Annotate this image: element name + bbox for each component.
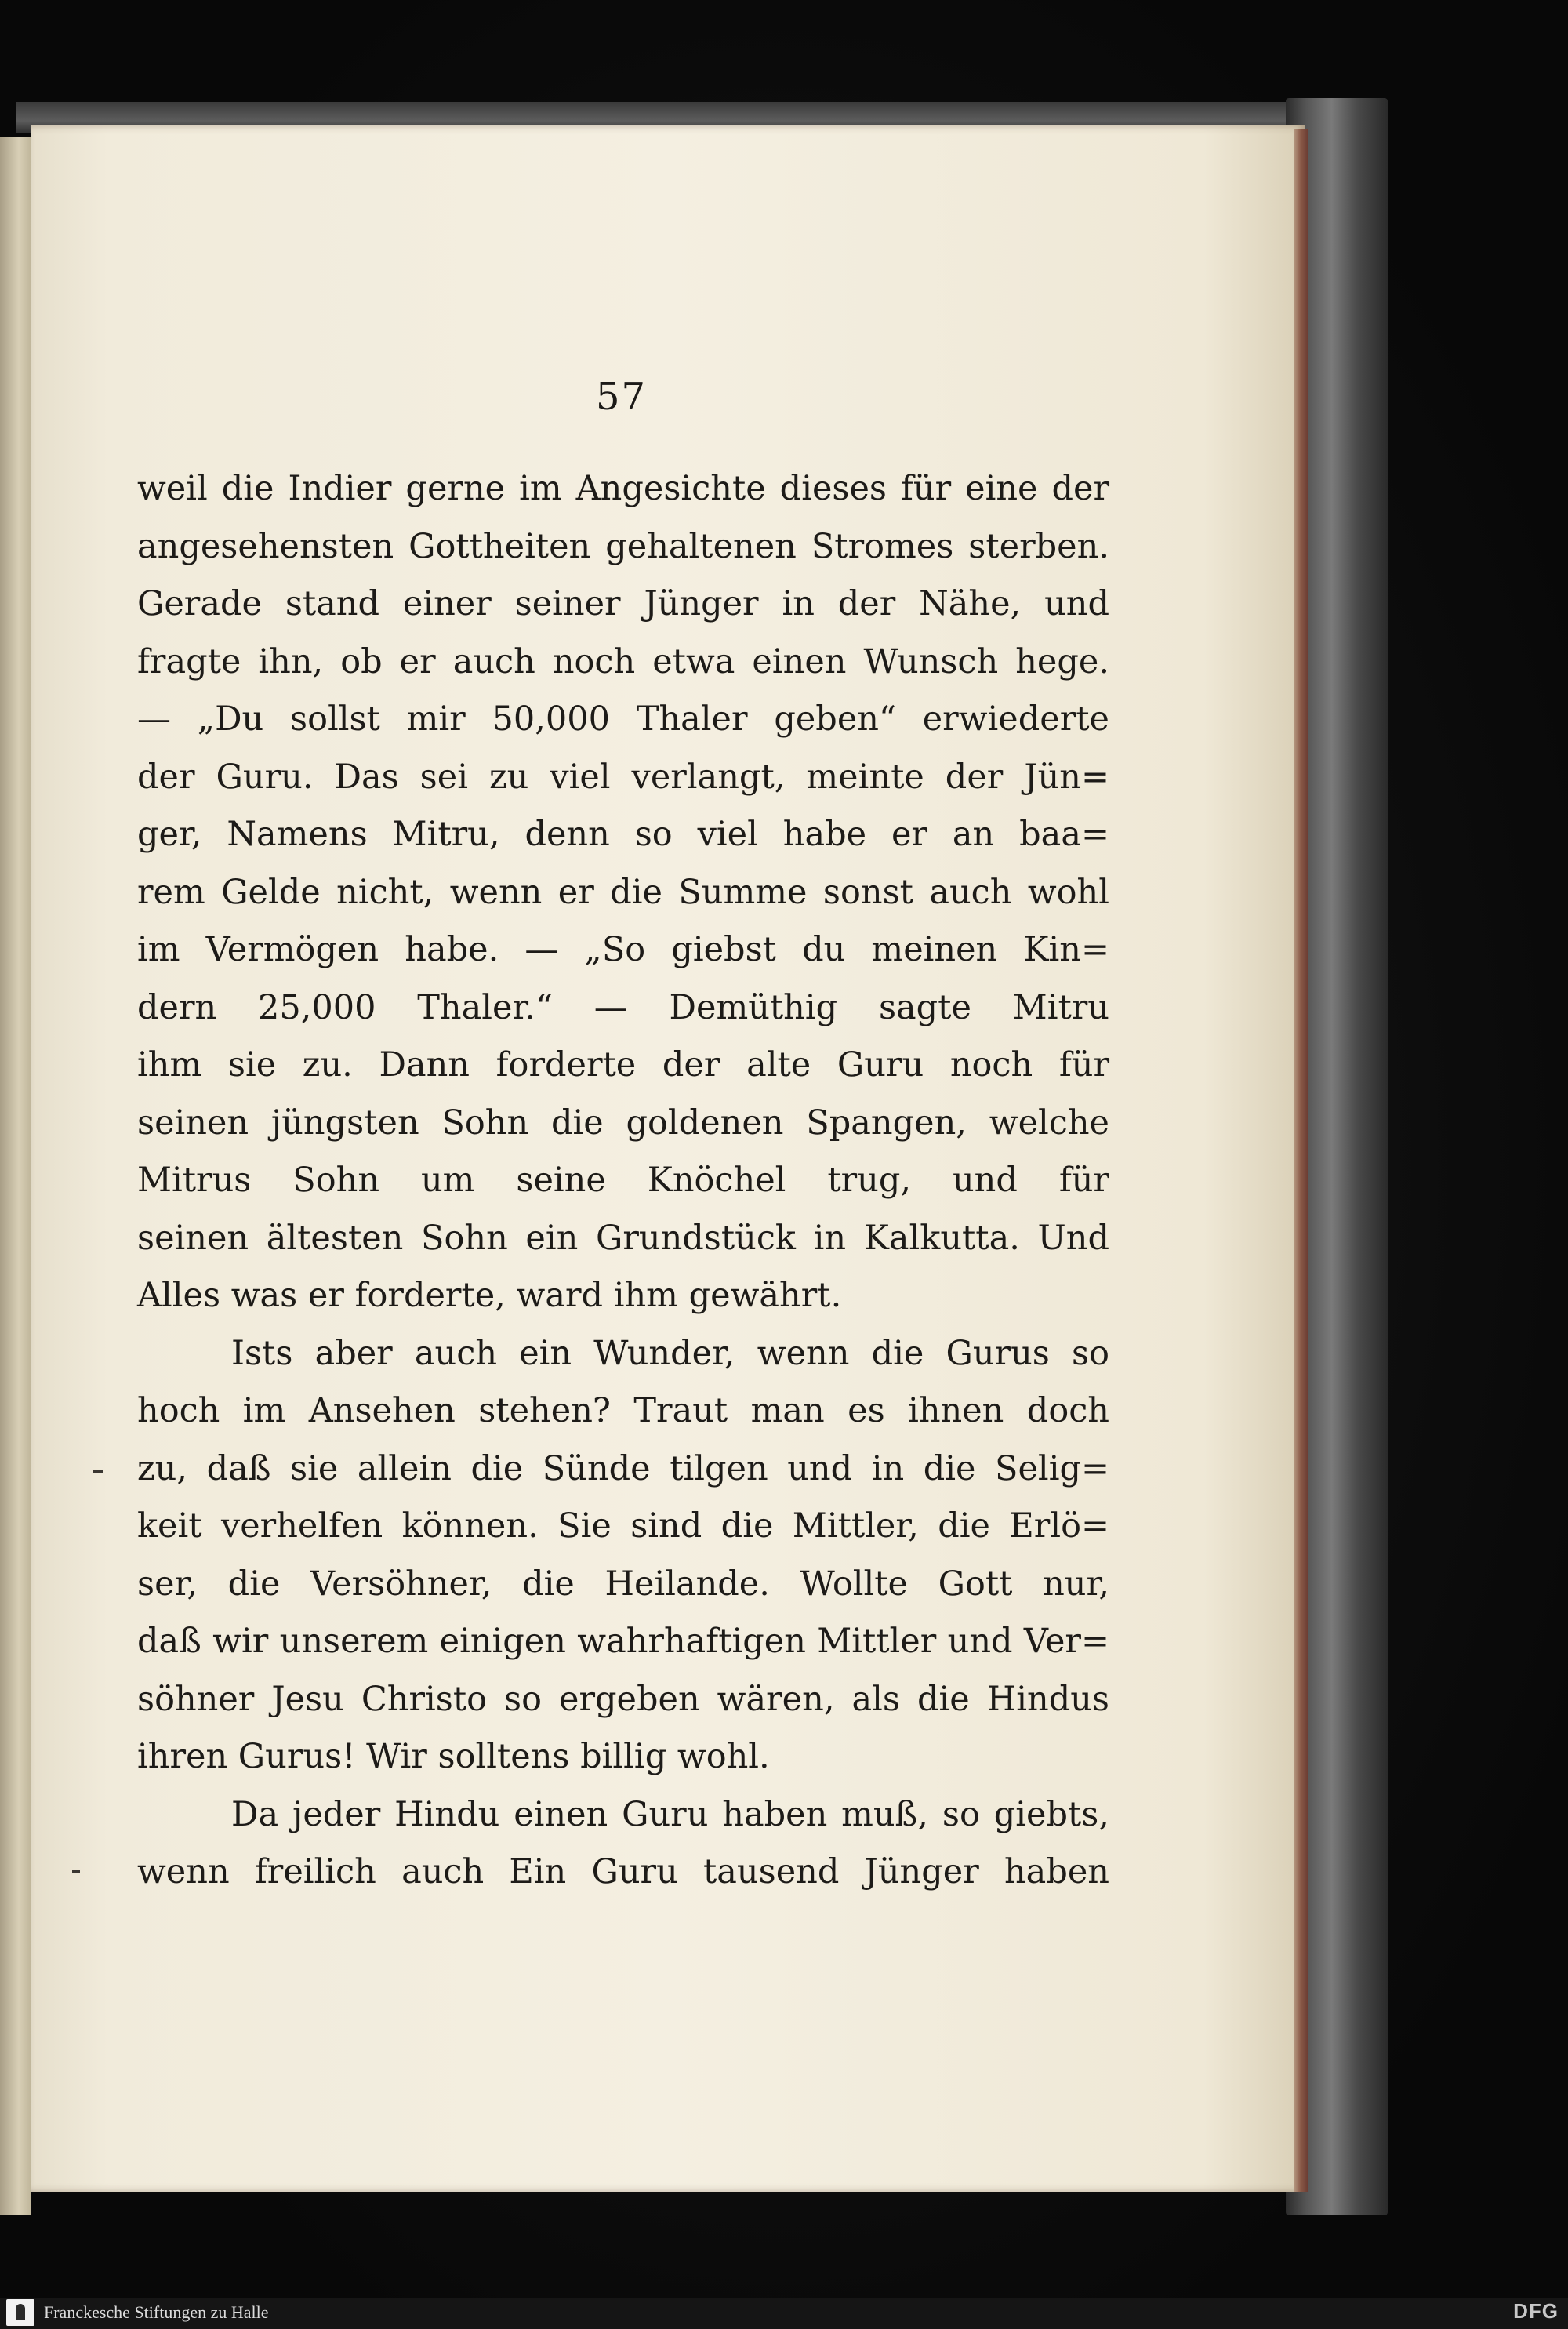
text-line: ihm sie zu. Dann forderte der alte Guru noch für	[137, 1045, 1109, 1085]
institution-logo	[6, 2299, 34, 2326]
text-line: Da jeder Hindu einen Guru haben muß, so giebts,	[231, 1794, 1109, 1834]
text-line: daß wir unserem einigen wahrhaftigen Mittler und Ver=	[137, 1622, 1109, 1661]
text-line: dern 25,000 Thaler.“ — Demüthig sagte Mitru	[137, 987, 1109, 1027]
footer-institution: Franckesche Stiftungen zu Halle	[44, 2302, 269, 2322]
text-line: Alles was er forderte, ward ihm gewährt.	[137, 1276, 842, 1315]
text-line: seinen ältesten Sohn ein Grundstück in Kalkutta. Und	[137, 1218, 1109, 1258]
text-line: seinen jüngsten Sohn die goldenen Spangen, welche	[137, 1103, 1109, 1143]
margin-mark	[93, 1470, 103, 1473]
text-line: Gerade stand einer seiner Jünger in der Nähe, und	[137, 584, 1109, 623]
text-line: ger, Namens Mitru, denn so viel habe er an baa=	[137, 815, 1109, 854]
text-line: söhner Jesu Christo so ergeben wären, als die Hindus	[137, 1679, 1109, 1719]
text-line: fragte ihn, ob er auch noch etwa einen Wunsch hege.	[137, 641, 1109, 681]
text-line: keit verhelfen können. Sie sind die Mittler, die Erlö=	[137, 1506, 1109, 1546]
text-line: ihren Gurus! Wir solltens billig wohl.	[137, 1737, 770, 1776]
page-number: 57	[595, 375, 648, 419]
previous-page-edge	[0, 137, 31, 2215]
text-line: angesehensten Gottheiten gehaltenen Stromes sterben.	[137, 526, 1109, 566]
page-block-edge	[1294, 129, 1308, 2192]
text-line: weil die Indier gerne im Angesichte dieses für eine der	[137, 469, 1109, 508]
text-line: ser, die Versöhner, die Heilande. Wollte Gott nur,	[137, 1564, 1109, 1604]
text-line: der Guru. Das sei zu viel verlangt, meinte der Jün=	[137, 757, 1109, 797]
text-line: — „Du sollst mir 50,000 Thaler geben“ erwiederte	[137, 699, 1109, 739]
footer-funder-logo: DFG	[1513, 2299, 1559, 2323]
text-line: im Vermögen habe. — „So giebst du meinen Kin=	[137, 930, 1109, 969]
text-line: wenn freilich auch Ein Guru tausend Jünger haben	[137, 1852, 1109, 1891]
text-line: Mitrus Sohn um seine Knöchel trug, und für	[137, 1161, 1109, 1200]
text-line: zu, daß sie allein die Sünde tilgen und in die Selig=	[137, 1448, 1109, 1488]
page-text	[137, 460, 1109, 1902]
text-line: rem Gelde nicht, wenn er die Summe sonst auch wohl	[137, 872, 1109, 912]
text-line: Ists aber auch ein Wunder, wenn die Gurus so	[231, 1333, 1109, 1373]
text-line: hoch im Ansehen stehen? Traut man es ihnen doch	[137, 1391, 1109, 1430]
margin-mark	[72, 1870, 80, 1873]
